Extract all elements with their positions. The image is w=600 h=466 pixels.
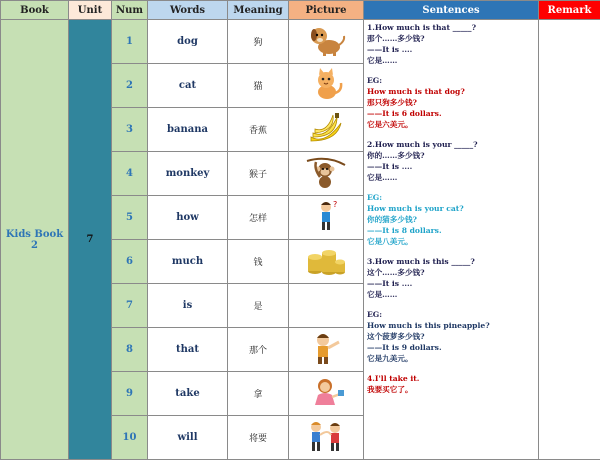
num-cell: 9	[112, 372, 148, 416]
word-cell: monkey	[148, 152, 228, 196]
header-picture: Picture	[289, 1, 364, 20]
picture-cell	[289, 416, 364, 460]
cat-icon	[305, 67, 347, 101]
word-cell: that	[148, 328, 228, 372]
picture-cell	[289, 240, 364, 284]
sentence-line: 你的……多少钱?	[367, 151, 425, 160]
header-row	[1, 1, 600, 20]
example-line: ——It is 8 dollars.	[367, 226, 442, 235]
num-cell: 8	[112, 328, 148, 372]
example-line: How much is your cat?	[367, 204, 464, 213]
example-line: 那只狗多少钱?	[367, 98, 418, 107]
num-cell: 3	[112, 108, 148, 152]
meaning-cell: 狗	[228, 20, 289, 64]
svg-text:?: ?	[333, 199, 338, 209]
sentences-cell	[364, 20, 539, 460]
meaning-cell: 拿	[228, 372, 289, 416]
header-remark: Remark	[539, 1, 600, 20]
pointing-person-icon	[305, 331, 347, 365]
remark-cell	[539, 20, 600, 460]
example-line: ——It is 6 dollars.	[367, 109, 442, 118]
picture-cell	[289, 328, 364, 372]
sentence-line: 2.How much is your _____?	[367, 140, 478, 149]
sentence-line: 我要买它了。	[367, 385, 413, 394]
example-label: EG:	[367, 193, 383, 202]
example-line: 它是八美元。	[367, 237, 413, 246]
example-label: EG:	[367, 310, 383, 319]
num-cell: 4	[112, 152, 148, 196]
sentence-line: 它是……	[367, 173, 398, 182]
word-cell: much	[148, 240, 228, 284]
word-cell: banana	[148, 108, 228, 152]
header-words: Words	[148, 1, 228, 20]
word-cell: cat	[148, 64, 228, 108]
header-num: Num	[112, 1, 148, 20]
picture-cell	[289, 64, 364, 108]
banana-icon	[305, 111, 347, 145]
example-line: How much is that dog?	[367, 87, 465, 96]
table-row	[1, 20, 600, 64]
sentence-line: 这个……多少钱?	[367, 268, 425, 277]
num-cell: 1	[112, 20, 148, 64]
example-line: 你的猫多少钱?	[367, 215, 418, 224]
picture-cell	[289, 372, 364, 416]
header-sentences: Sentences	[364, 1, 539, 20]
sentence-line: ——It is ....	[367, 279, 413, 288]
word-cell: is	[148, 284, 228, 328]
num-cell: 10	[112, 416, 148, 460]
num-cell: 5	[112, 196, 148, 240]
example-line: ——It is 9 dollars.	[367, 343, 442, 352]
sentence-line: 它是……	[367, 56, 398, 65]
picture-cell	[289, 108, 364, 152]
word-cell: how	[148, 196, 228, 240]
picture-cell	[289, 20, 364, 64]
sentence-line: ——It is ....	[367, 45, 413, 54]
word-cell: dog	[148, 20, 228, 64]
word-cell: will	[148, 416, 228, 460]
num-cell: 6	[112, 240, 148, 284]
meaning-cell: 是	[228, 284, 289, 328]
sentence-line: ——It is ....	[367, 162, 413, 171]
monkey-icon	[305, 155, 347, 189]
unit-cell: 7	[69, 20, 112, 460]
meaning-cell: 猴子	[228, 152, 289, 196]
header-book: Book	[1, 1, 69, 20]
example-label: EG:	[367, 76, 383, 85]
meaning-cell: 香蕉	[228, 108, 289, 152]
word-cell: take	[148, 372, 228, 416]
coins-icon	[305, 243, 347, 277]
sentence-line: 4.I'll take it.	[367, 374, 420, 383]
example-line: 这个菠萝多少钱?	[367, 332, 425, 341]
dog-icon	[305, 23, 347, 57]
picture-cell	[289, 152, 364, 196]
header-unit: Unit	[69, 1, 112, 20]
meaning-cell: 那个	[228, 328, 289, 372]
book-cell: Kids Book 2	[1, 20, 69, 460]
girl-icon	[305, 375, 347, 409]
thinking-person-icon	[305, 199, 347, 233]
sentence-line: 3.How much is this _____?	[367, 257, 475, 266]
meaning-cell: 将要	[228, 416, 289, 460]
picture-cell	[289, 284, 364, 328]
meaning-cell: 怎样	[228, 196, 289, 240]
sentence-line: 它是……	[367, 290, 398, 299]
sentence-line: 那个……多少钱?	[367, 34, 425, 43]
sentence-line: 1.How much is that _____?	[367, 23, 477, 32]
example-line: 它是九美元。	[367, 354, 413, 363]
picture-cell	[289, 196, 364, 240]
kids-icon	[305, 419, 347, 453]
example-line: How much is this pineapple?	[367, 321, 490, 330]
meaning-cell: 钱	[228, 240, 289, 284]
example-line: 它是六美元。	[367, 120, 413, 129]
header-meaning: Meaning	[228, 1, 289, 20]
num-cell: 7	[112, 284, 148, 328]
meaning-cell: 猫	[228, 64, 289, 108]
num-cell: 2	[112, 64, 148, 108]
